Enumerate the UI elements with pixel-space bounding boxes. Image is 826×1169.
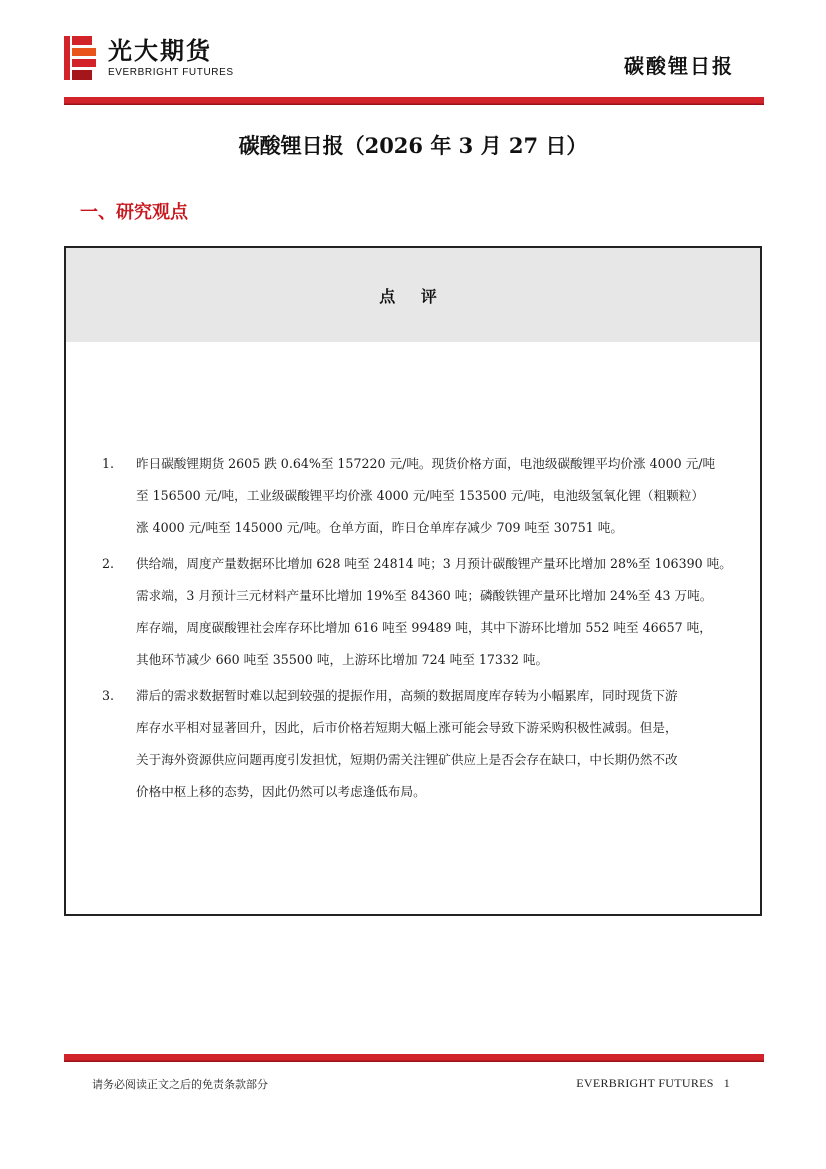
logo-english-name: EVERBRIGHT FUTURES xyxy=(108,67,234,78)
review-item-text: 供给端，周度产量数据环比增加 628 吨至 24814 吨；3 月预计碳酸锂产量环比增加 28%至 106390 吨。 需求端，3 月预计三元材料产量环比增加 19%至 84360 吨；磷酸铁锂产量环比增加 24%至 43 万吨。 库存端，周度碳酸锂社会库存环比增加 616 吨至 99489 吨，其中下游环比增加 552 吨至 46657 吨， 其他环节减少 660 吨至 35500 吨，上游环比增加 724 吨至 17332 吨。 xyxy=(136,556,732,667)
review-box xyxy=(64,246,762,916)
footer-company-page xyxy=(576,1076,730,1091)
header-divider xyxy=(64,97,764,105)
review-item-number: 2. xyxy=(102,556,115,571)
page-title: 碳酸锂日报（2026 年 3 月 27 日） xyxy=(238,133,588,158)
review-item-number: 1. xyxy=(102,456,115,471)
review-box-header-label: 点 评 xyxy=(379,287,447,306)
footer-divider xyxy=(64,1054,764,1062)
section-heading: 一、研究观点 xyxy=(80,202,188,223)
footer-company: EVERBRIGHT FUTURES xyxy=(576,1076,714,1090)
review-box-header xyxy=(66,248,760,343)
review-item-number: 3. xyxy=(102,688,115,703)
report-type-title: 碳酸锂日报 xyxy=(624,54,734,78)
review-item-text: 滞后的需求数据暂时难以起到较强的提振作用，高频的数据周度库存转为小幅累库，同时现货下游 库存水平相对显著回升，因此，后市价格若短期大幅上涨可能会导致下游采购积极性减弱。但是， 关于海外资源供应问题再度引发担忧，短期仍需关注锂矿供应上是否会存在缺口，中长期仍然不改 价格中枢上移的态势，因此仍然可以考虑逢低布局。 xyxy=(136,688,678,799)
footer-disclaimer: 请务必阅读正文之后的免责条款部分 xyxy=(92,1078,268,1091)
review-box-body xyxy=(66,342,760,914)
page-number: 1 xyxy=(723,1076,730,1090)
logo-chinese-name: 光大期货 xyxy=(108,37,212,65)
review-item xyxy=(102,680,756,808)
company-logo xyxy=(64,36,244,84)
logo-mark-icon xyxy=(64,36,98,80)
review-item xyxy=(102,548,756,676)
review-item xyxy=(102,448,756,544)
review-item-text: 昨日碳酸锂期货 2605 跌 0.64%至 157220 元/吨。现货价格方面，电池级碳酸锂平均价涨 4000 元/吨 至 156500 元/吨，工业级碳酸锂平均价涨 4000 元/吨至 153500 元/吨，电池级氢氧化锂（粗颗粒） 涨 4000 元/吨至 145000 元/吨。仓单方面，昨日仓单库存减少 709 吨至 30751 吨。 xyxy=(136,456,716,535)
